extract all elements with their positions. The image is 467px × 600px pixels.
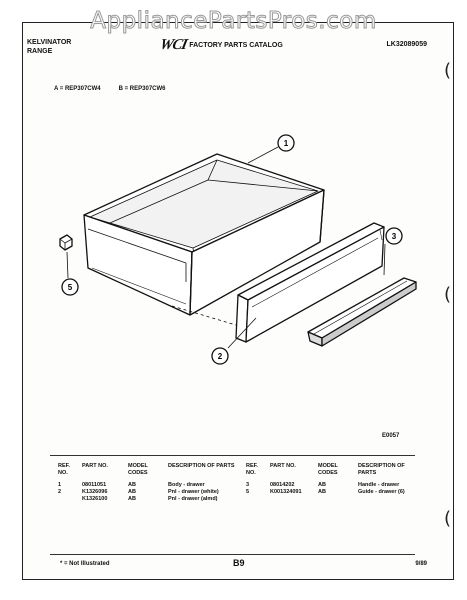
part-no: 08014202 [270,482,295,488]
callout-2: 2 [217,352,223,361]
model-code: AB [318,482,326,488]
watermark: AppliancePartsPros.com [90,8,377,34]
brand-block [27,38,71,56]
illustration-code: E0057 [382,433,400,439]
ref-no: 5 [246,489,250,495]
model-code: AB [128,489,136,495]
ref-no: 3 [246,482,250,488]
model-code: AB [128,496,136,502]
part-description: Handle - drawer [358,482,400,488]
catalog-header [160,37,283,54]
part-description: Body - drawer [168,482,205,488]
catalog-title: FACTORY PARTS CATALOG [189,42,283,49]
col-ref: REF. NO. [246,463,258,476]
col-model: MODEL CODES [128,463,148,476]
parts-table [58,463,418,503]
binder-ring-icon: ( [443,60,451,81]
table-row [58,482,418,489]
footnote: * = Not Illustrated [60,561,110,567]
table-header-row [58,463,418,482]
table-row [58,496,418,503]
exploded-diagram [22,110,422,380]
brand-name: KELVINATOR [27,39,72,46]
col-part: PART NO. [270,463,296,469]
part-no: 08011051 [82,482,107,488]
model-a: A = REP307CW4 [54,86,101,92]
part-no: K001324091 [270,489,302,495]
col-model: MODEL CODES [318,463,338,476]
binder-ring-icon: ( [443,284,451,305]
callout-1: 1 [283,139,289,148]
part-description: Pnl - drawer (white) [168,489,219,495]
product-type: RANGE [27,48,53,55]
col-desc: DESCRIPTION OF PARTS [358,463,405,476]
table-row [58,489,418,496]
model-b: B = REP307CW6 [118,86,166,92]
col-ref: REF. NO. [58,463,70,476]
drawer-guide [60,235,72,250]
binder-ring-icon: ( [443,508,451,529]
ref-no: 1 [58,482,62,488]
part-description: Pnl - drawer (almd) [168,496,218,502]
table-top-rule [50,455,415,456]
ref-no [58,496,82,503]
model-code: AB [128,482,136,488]
part-no: K1326100 [82,496,108,502]
model-code: AB [318,489,326,495]
model-legend [54,86,166,92]
col-desc: DESCRIPTION OF PARTS [168,463,235,469]
catalog-code: LK32089059 [386,41,427,48]
callout-3: 3 [391,232,397,241]
callout-5: 5 [67,283,73,292]
part-no: K1326096 [82,489,108,495]
part-description: Guide - drawer (6) [358,489,405,495]
ref-no: 2 [58,489,62,495]
col-part: PART NO. [82,463,108,469]
wci-logo: WCI [158,37,188,53]
page-number: B9 [233,558,245,568]
revision-date: 9/89 [415,561,427,567]
table-bottom-rule [50,554,415,555]
